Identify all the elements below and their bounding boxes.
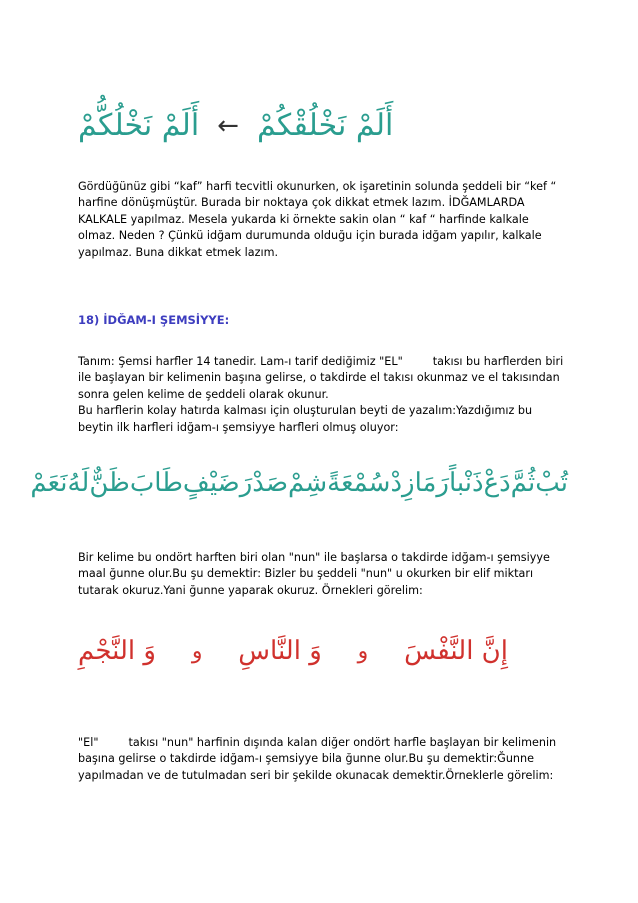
separator: و xyxy=(191,638,203,664)
beyt-word: لَهُ xyxy=(67,468,90,498)
bila-gunne-text: takısı "nun" harfinin dışında kalan diğer ondört harfle başlayan bir kelimenin başına gelirse o takdirde idğam-ı şemsiyye bila ğunne olur.Bu şu demektir:Ğunne yapılmadan ve de tutulmadan seri bir şekilde okunacak demektir.Örneklerle görelim: xyxy=(78,736,557,782)
arabic-original-phrase: أَلَمْ نَخْلُقْكُمْ xyxy=(256,108,394,143)
beyt-word: صَدْرَ xyxy=(239,468,289,498)
paragraph-kalkale-note: Gördüğünüz gibi “kaf” harfi tecvitli okunurken, ok işaretinin solunda şeddeli bir “kef “ harfine dönüşmüştür. Burada bir noktaya çok dikkat etmek lazım. İDĞAMLARDA KALKALE yapılmaz. Mesela yukarda ki örnekte sakin olan “ kaf “ harfinde kalkale olmaz. Neden ? Çünkü idğam durumunda olduğu için burada idğam yapılır, kalkale yapılmaz. Buna dikkat etmek lazım. xyxy=(78,180,557,259)
beyt-word: رَمَا xyxy=(414,468,449,498)
paragraph-maal-gunne: Bir kelime bu ondört harften biri olan "nun" ile başlarsa o takdirde idğam-ı şemsiyye maal ğunne olur.Bu şu demektir: Bizler bu şeddeli "nun" u okurken bir elif miktarı tutarak okuruz.Yani ğunne yaparak okuruz. Örnekleri görelim: xyxy=(78,551,550,597)
nun-example: وَ النَّاسِ xyxy=(238,636,322,666)
el-prefix: "El" xyxy=(78,736,99,749)
arrow-left-icon: ← xyxy=(217,110,239,141)
arabic-idgham-phrase: أَلَمْ نَخْلُكُّمْ xyxy=(78,108,200,143)
paragraph-definition xyxy=(78,354,568,436)
section-heading: 18) İDĞAM-I ŞEMSİYYE: xyxy=(78,313,230,327)
nun-example: إِنَّ النَّفْسَ xyxy=(404,636,508,666)
beyt-intro: Bu harflerin kolay hatırda kalması için oluşturulan beyti de yazalım:Yazdığımız bu beytin ilk harfleri idğam-ı şemsiyye harfleri olmuş oluyor: xyxy=(78,404,533,434)
beyt-word: ضَيْفٍ xyxy=(182,468,240,498)
separator: و xyxy=(357,638,369,664)
beyt-word: نَعَمْ xyxy=(30,468,68,498)
shamsi-letters-beyt xyxy=(30,468,568,498)
definition-start: Tanım: Şemsi harfler 14 tanedir. Lam-ı tarif dediğimiz "EL" xyxy=(78,355,403,368)
beyt-word: سُمْعَةً xyxy=(327,468,391,498)
definition-end: takısı bu harflerden biri ile başlayan bir kelimenin başına gelirse, o takdirde el takısı okunmaz ve el takısından sonra gelen kelime de şeddeli olarak okunur. xyxy=(78,355,564,401)
beyt-word: شِمْ xyxy=(288,468,328,498)
beyt-word: ظَنٌّ xyxy=(89,468,130,498)
paragraph-bila-gunne xyxy=(78,735,568,784)
beyt-word: دَعْ xyxy=(483,468,511,498)
nun-examples-row xyxy=(78,636,508,666)
beyt-word: ثُمَّ xyxy=(510,468,536,498)
beyt-word: ذَنْباً xyxy=(448,468,484,498)
beyt-word: زِدْ xyxy=(390,468,415,498)
beyt-word: طَابَ xyxy=(129,468,183,498)
nun-example: وَ النَّجْمِ xyxy=(78,636,156,666)
idgham-example-row xyxy=(78,108,393,143)
beyt-word: تُبْ xyxy=(535,468,568,498)
